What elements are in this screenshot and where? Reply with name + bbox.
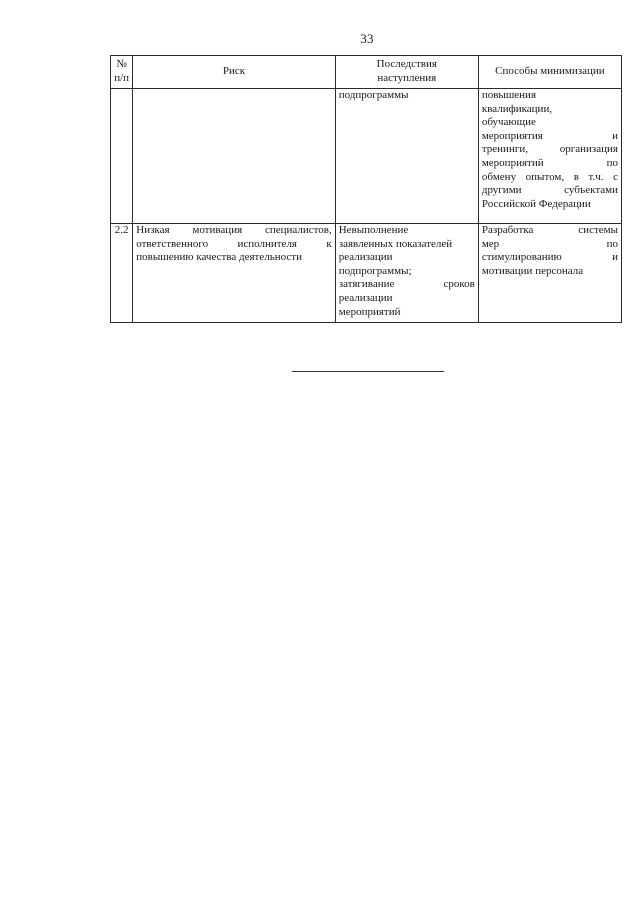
consequences-cell <box>335 224 478 323</box>
risk-cell <box>133 89 335 224</box>
minimization-line: обучающие <box>481 116 536 129</box>
minimization-cell <box>478 224 621 323</box>
minimization-line: стимулированию и <box>481 251 618 264</box>
table-row <box>111 89 622 224</box>
header-risk: Риск <box>133 56 335 89</box>
row-number-cell: 2.2 <box>111 224 133 323</box>
consequences-line: мероприятий <box>338 305 401 318</box>
page-number: 33 <box>360 31 374 46</box>
minimization-line: Разработка системы <box>481 224 618 236</box>
minimization-line: обмену опытом, в т.ч. с <box>481 170 618 183</box>
minimization-line: мотивации персонала <box>481 264 584 277</box>
row-number-cell <box>111 89 133 224</box>
header-num <box>111 56 133 89</box>
consequences-line: затягивание сроков <box>338 278 475 291</box>
risk-line: повышению качества деятельности <box>136 251 302 264</box>
header-consequences-line: Последствия <box>376 58 437 71</box>
consequences-line: заявленных показателей <box>338 237 453 250</box>
table-row <box>111 224 622 323</box>
minimization-line: тренинги, организация <box>481 143 618 156</box>
table-header-row <box>111 56 622 89</box>
minimization-line: мероприятий по <box>481 156 618 169</box>
consequences-line: реализации <box>338 251 393 264</box>
minimization-line: мероприятия и <box>481 129 618 142</box>
header-consequences-line: наступления <box>377 72 437 84</box>
minimization-line: Российской Федерации <box>481 197 591 210</box>
minimization-cell <box>478 89 621 224</box>
header-num-line: № <box>116 58 127 71</box>
consequences-line: реализации <box>338 291 393 304</box>
header-num-line: п/п <box>114 72 130 84</box>
minimization-line: повышения <box>481 89 537 101</box>
header-consequences <box>335 56 478 89</box>
risk-line: Низкая мотивация специалистов, <box>136 224 332 236</box>
minimization-line: другими субъектами <box>481 184 618 197</box>
consequences-line: Невыполнение <box>338 224 409 236</box>
consequences-line: подпрограммы; <box>338 264 412 277</box>
closing-rule <box>292 371 444 372</box>
consequences-cell <box>335 89 478 224</box>
risk-line: ответственного исполнителя к <box>136 237 332 250</box>
risk-cell <box>133 224 335 323</box>
consequences-line: подпрограммы <box>338 89 409 101</box>
minimization-line: мер по <box>481 237 618 250</box>
risk-table <box>110 55 622 323</box>
minimization-line: квалификации, <box>481 102 553 115</box>
header-minimization: Способы минимизации <box>478 56 621 89</box>
